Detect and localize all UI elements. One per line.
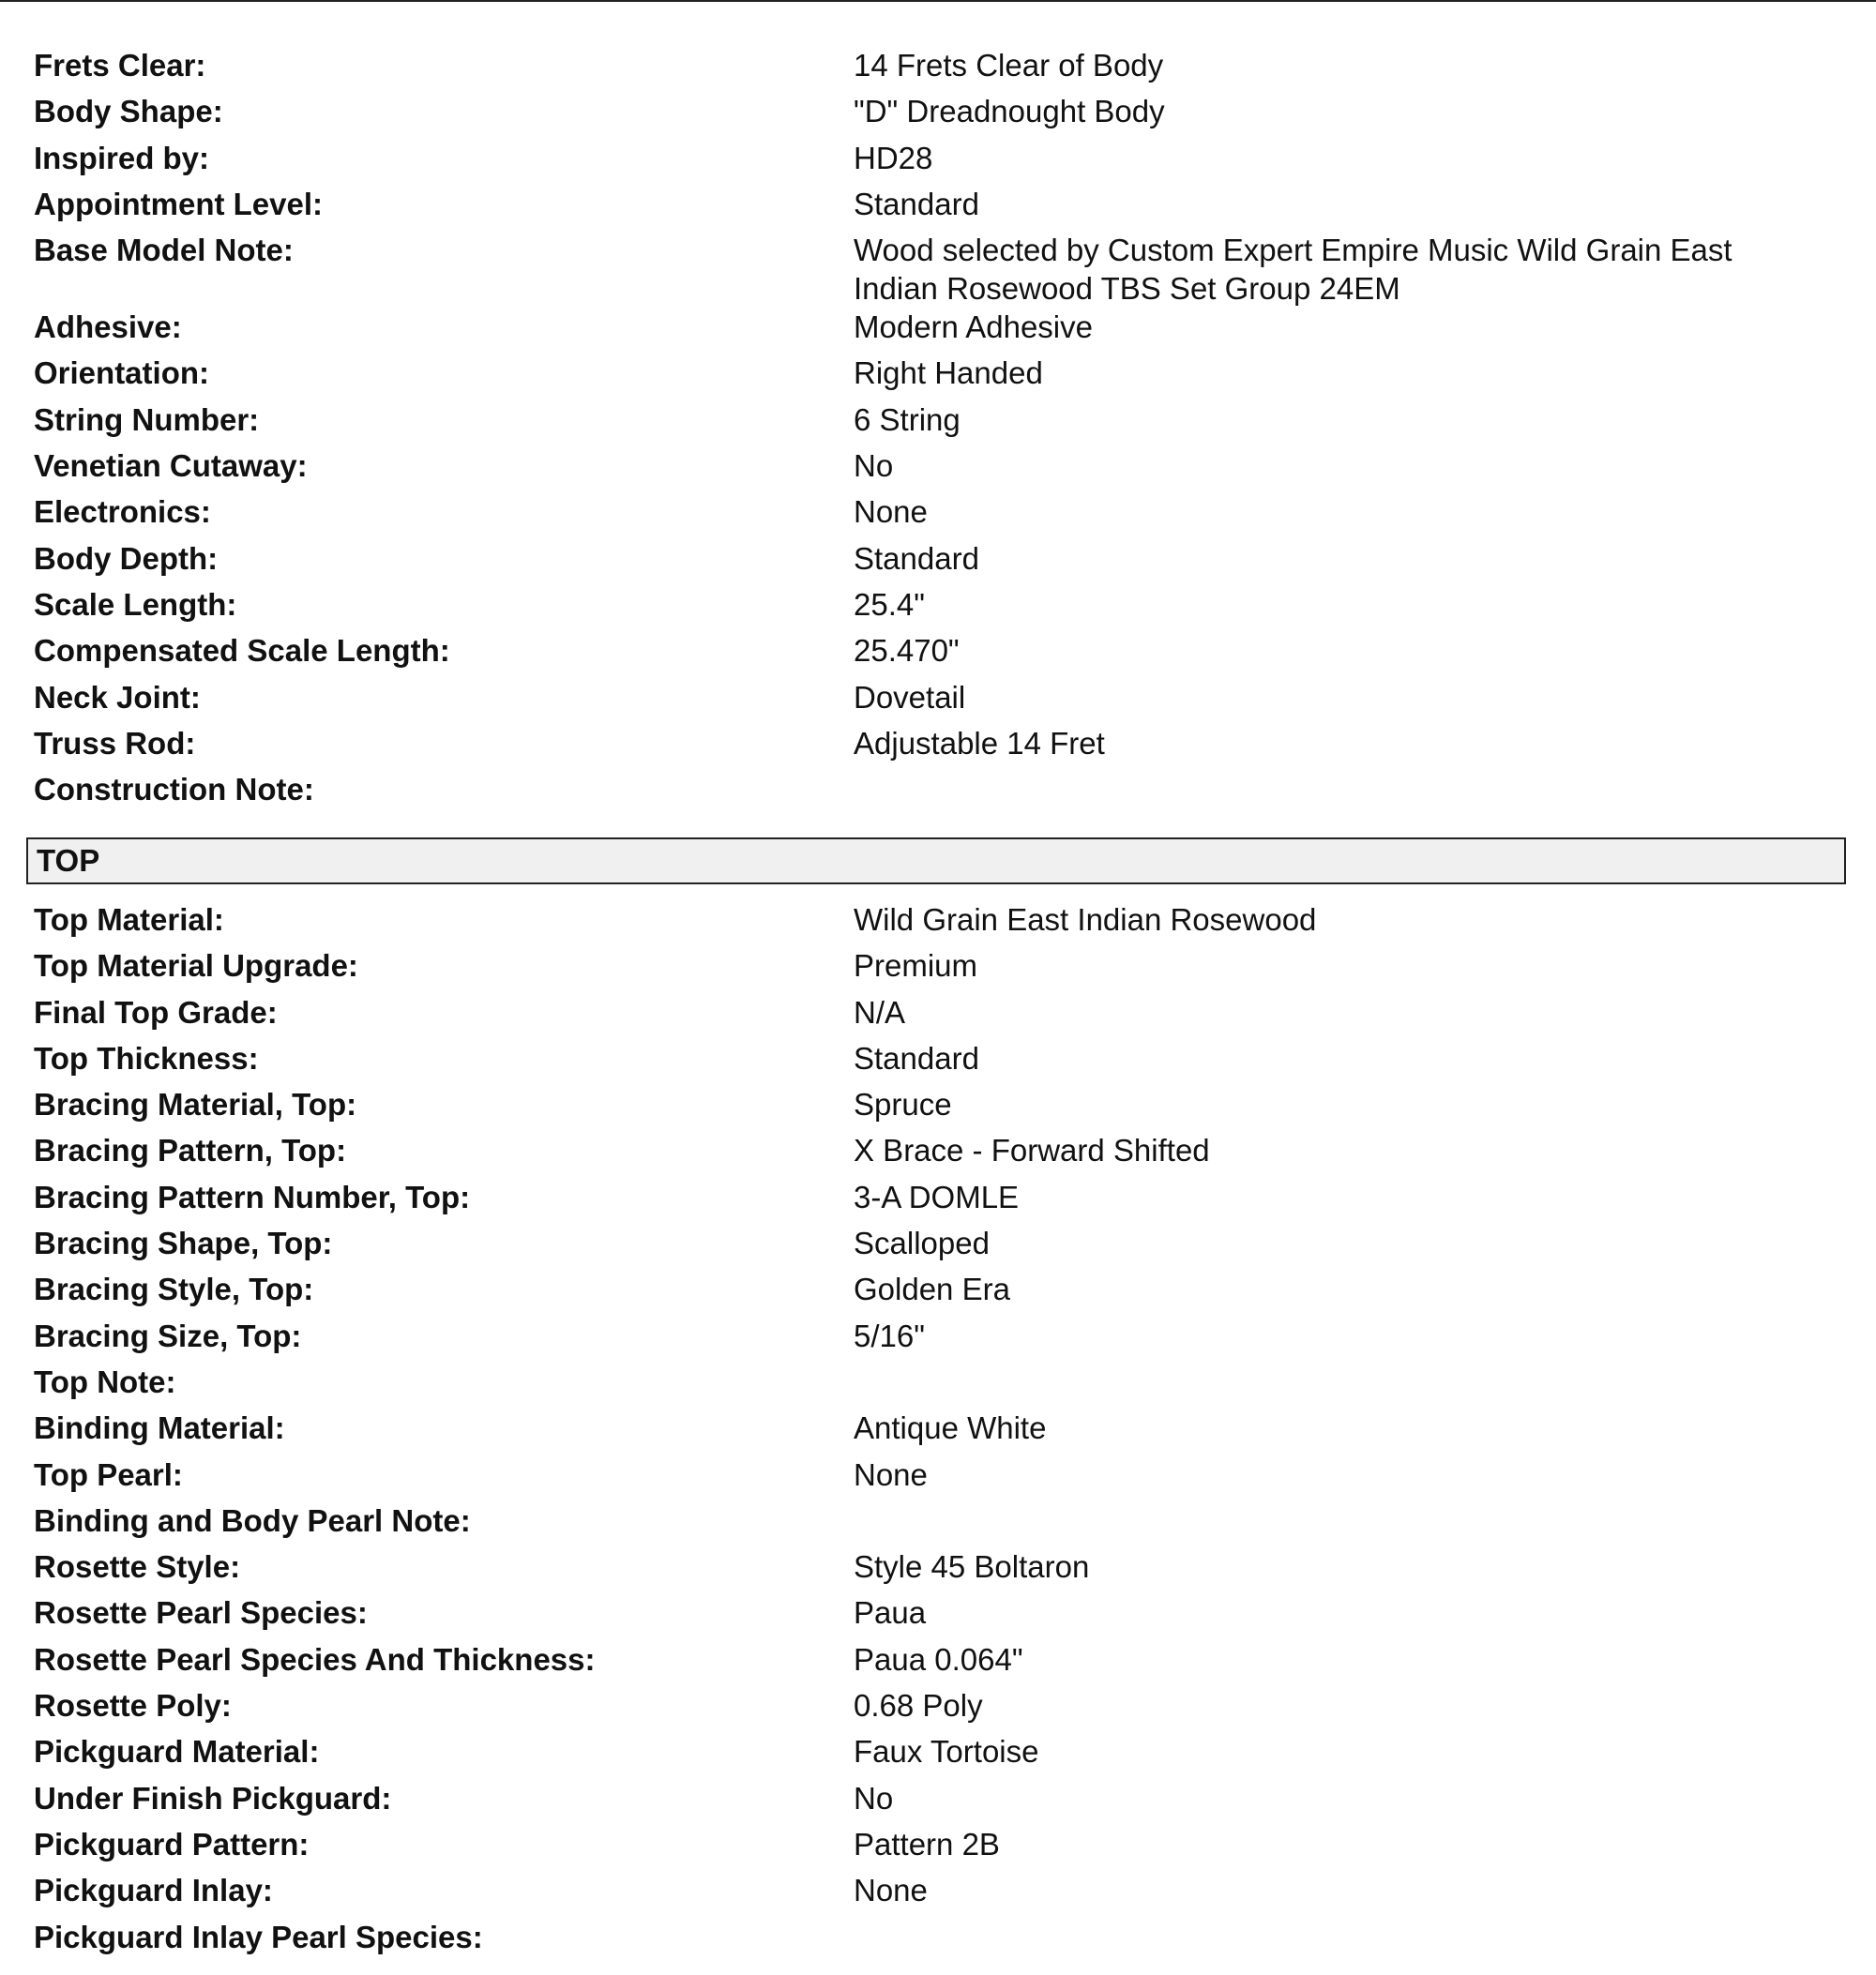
spec-row-top-material-upgrade <box>34 946 1844 992</box>
spec-value: 3-A DOMLE <box>854 1179 1020 1214</box>
spec-row-bracing-pattern-top <box>34 1131 1844 1177</box>
spec-value: Scalloped <box>854 1226 990 1261</box>
spec-value: Paua <box>854 1595 927 1631</box>
spec-value: Standard <box>854 540 979 576</box>
spec-label: Bracing Style, Top: <box>34 1272 314 1307</box>
spec-label: Neck Joint: <box>34 679 201 715</box>
spec-label: Adhesive: <box>34 309 182 345</box>
spec-value: 5/16" <box>854 1318 925 1353</box>
spec-value: Standard <box>854 186 979 221</box>
spec-row-rosette-style <box>34 1547 1844 1593</box>
spec-value: 6 String <box>854 401 961 437</box>
spec-value: Premium <box>854 948 978 984</box>
spec-row-bracing-style-top <box>34 1270 1844 1316</box>
spec-row-string-number <box>34 400 1844 446</box>
spec-row-final-top-grade <box>34 993 1844 1039</box>
spec-value: None <box>854 1873 928 1908</box>
spec-label: String Number: <box>34 401 260 437</box>
spec-row-body-depth <box>34 539 1844 585</box>
spec-label: Top Material: <box>34 902 224 937</box>
spec-row-rosette-poly <box>34 1686 1844 1732</box>
spec-value: Style 45 Boltaron <box>854 1549 1090 1585</box>
spec-row-bracing-size-top <box>34 1317 1844 1363</box>
spec-label: Construction Note: <box>34 772 314 807</box>
spec-row-rosette-pearl-species-thickness <box>34 1640 1844 1686</box>
spec-label: Top Note: <box>34 1364 176 1399</box>
spec-value: "D" Dreadnought Body <box>854 94 1165 129</box>
spec-row-top-note <box>34 1363 1844 1409</box>
spec-value: Spruce <box>854 1087 952 1123</box>
spec-row-bracing-material-top <box>34 1085 1844 1131</box>
spec-label: Scale Length: <box>34 586 237 622</box>
top-spec-list <box>34 900 1844 1964</box>
spec-value: None <box>854 494 928 530</box>
spec-label: Appointment Level: <box>34 186 324 221</box>
spec-row-construction-note <box>34 770 1844 816</box>
spec-label: Electronics: <box>34 494 211 530</box>
spec-value: 25.4" <box>854 586 925 622</box>
spec-row-frets-clear <box>34 46 1844 92</box>
section-title: TOP <box>37 843 100 878</box>
top-divider-line <box>0 0 1876 2</box>
spec-label: Truss Rod: <box>34 725 196 761</box>
construction-spec-list <box>34 46 1844 816</box>
spec-value: 25.470" <box>854 633 960 669</box>
spec-value: Modern Adhesive <box>854 309 1093 345</box>
spec-label: Pickguard Pattern: <box>34 1826 310 1862</box>
spec-row-binding-body-pearl-note <box>34 1501 1844 1547</box>
spec-label: Pickguard Material: <box>34 1734 320 1770</box>
spec-label: Bracing Shape, Top: <box>34 1226 333 1261</box>
spec-label: Final Top Grade: <box>34 994 278 1030</box>
spec-row-top-pearl <box>34 1455 1844 1501</box>
spec-row-electronics <box>34 492 1844 538</box>
spec-row-pickguard-inlay-pearl-species <box>34 1918 1844 1964</box>
spec-label: Frets Clear: <box>34 48 206 83</box>
spec-label: Rosette Style: <box>34 1549 241 1585</box>
spec-label: Rosette Pearl Species: <box>34 1595 368 1631</box>
spec-label: Inspired by: <box>34 140 210 175</box>
spec-row-neck-joint <box>34 678 1844 724</box>
spec-label: Rosette Pearl Species And Thickness: <box>34 1641 596 1677</box>
spec-label: Binding and Body Pearl Note: <box>34 1502 471 1538</box>
spec-label: Base Model Note: <box>34 233 294 268</box>
spec-label: Rosette Poly: <box>34 1688 232 1724</box>
spec-row-rosette-pearl-species <box>34 1593 1844 1639</box>
spec-label: Body Shape: <box>34 94 223 129</box>
spec-row-body-shape <box>34 92 1844 138</box>
spec-label: Body Depth: <box>34 540 219 576</box>
spec-row-appointment-level <box>34 185 1844 231</box>
spec-row-binding-material <box>34 1409 1844 1455</box>
spec-value: N/A <box>854 994 906 1030</box>
spec-value: Faux Tortoise <box>854 1734 1039 1770</box>
spec-label: Venetian Cutaway: <box>34 448 308 484</box>
spec-row-truss-rod <box>34 724 1844 770</box>
spec-label: Bracing Material, Top: <box>34 1087 357 1123</box>
spec-row-venetian-cutaway <box>34 446 1844 492</box>
spec-value: Golden Era <box>854 1272 1010 1307</box>
spec-label: Top Material Upgrade: <box>34 948 358 984</box>
spec-value: Wood selected by Custom Expert Empire Music Wild Grain East Indian Rosewood TBS Set Group 24EM <box>854 233 1732 307</box>
spec-value: Wild Grain East Indian Rosewood <box>854 902 1317 937</box>
spec-row-scale-length <box>34 585 1844 631</box>
spec-label: Bracing Pattern Number, Top: <box>34 1179 471 1214</box>
spec-row-base-model-note <box>34 231 1844 308</box>
spec-value: Adjustable 14 Fret <box>854 725 1105 761</box>
spec-value: Dovetail <box>854 679 966 715</box>
spec-value: X Brace - Forward Shifted <box>854 1133 1210 1168</box>
spec-value: Antique White <box>854 1410 1047 1446</box>
spec-row-top-material <box>34 900 1844 946</box>
spec-label: Bracing Pattern, Top: <box>34 1133 347 1168</box>
spec-row-pickguard-material <box>34 1732 1844 1778</box>
spec-row-compensated-scale-length <box>34 631 1844 677</box>
spec-label: Pickguard Inlay Pearl Species: <box>34 1919 483 1954</box>
spec-label: Bracing Size, Top: <box>34 1318 302 1353</box>
spec-row-top-thickness <box>34 1039 1844 1085</box>
spec-value: 0.68 Poly <box>854 1688 983 1724</box>
spec-row-bracing-pattern-number-top <box>34 1178 1844 1224</box>
spec-value: Paua 0.064" <box>854 1641 1023 1677</box>
spec-row-bracing-shape-top <box>34 1224 1844 1270</box>
section-header-top <box>26 837 1846 884</box>
spec-row-adhesive <box>34 308 1844 354</box>
spec-value: Standard <box>854 1040 979 1076</box>
spec-label: Top Thickness: <box>34 1040 259 1076</box>
spec-value: 14 Frets Clear of Body <box>854 48 1164 83</box>
spec-label: Compensated Scale Length: <box>34 633 450 669</box>
spec-row-pickguard-inlay <box>34 1871 1844 1917</box>
spec-label: Pickguard Inlay: <box>34 1873 273 1908</box>
spec-row-inspired-by <box>34 139 1844 185</box>
spec-value: Pattern 2B <box>854 1826 1000 1862</box>
spec-label: Orientation: <box>34 355 209 391</box>
spec-value: None <box>854 1456 928 1492</box>
spec-value: HD28 <box>854 140 933 175</box>
spec-row-under-finish-pickguard <box>34 1779 1844 1825</box>
spec-value: No <box>854 1780 894 1816</box>
spec-label: Top Pearl: <box>34 1456 183 1492</box>
spec-value: No <box>854 448 894 484</box>
spec-row-pickguard-pattern <box>34 1825 1844 1871</box>
spec-value: Right Handed <box>854 355 1043 391</box>
spec-row-orientation <box>34 354 1844 400</box>
spec-label: Binding Material: <box>34 1410 285 1446</box>
spec-label: Under Finish Pickguard: <box>34 1780 392 1816</box>
